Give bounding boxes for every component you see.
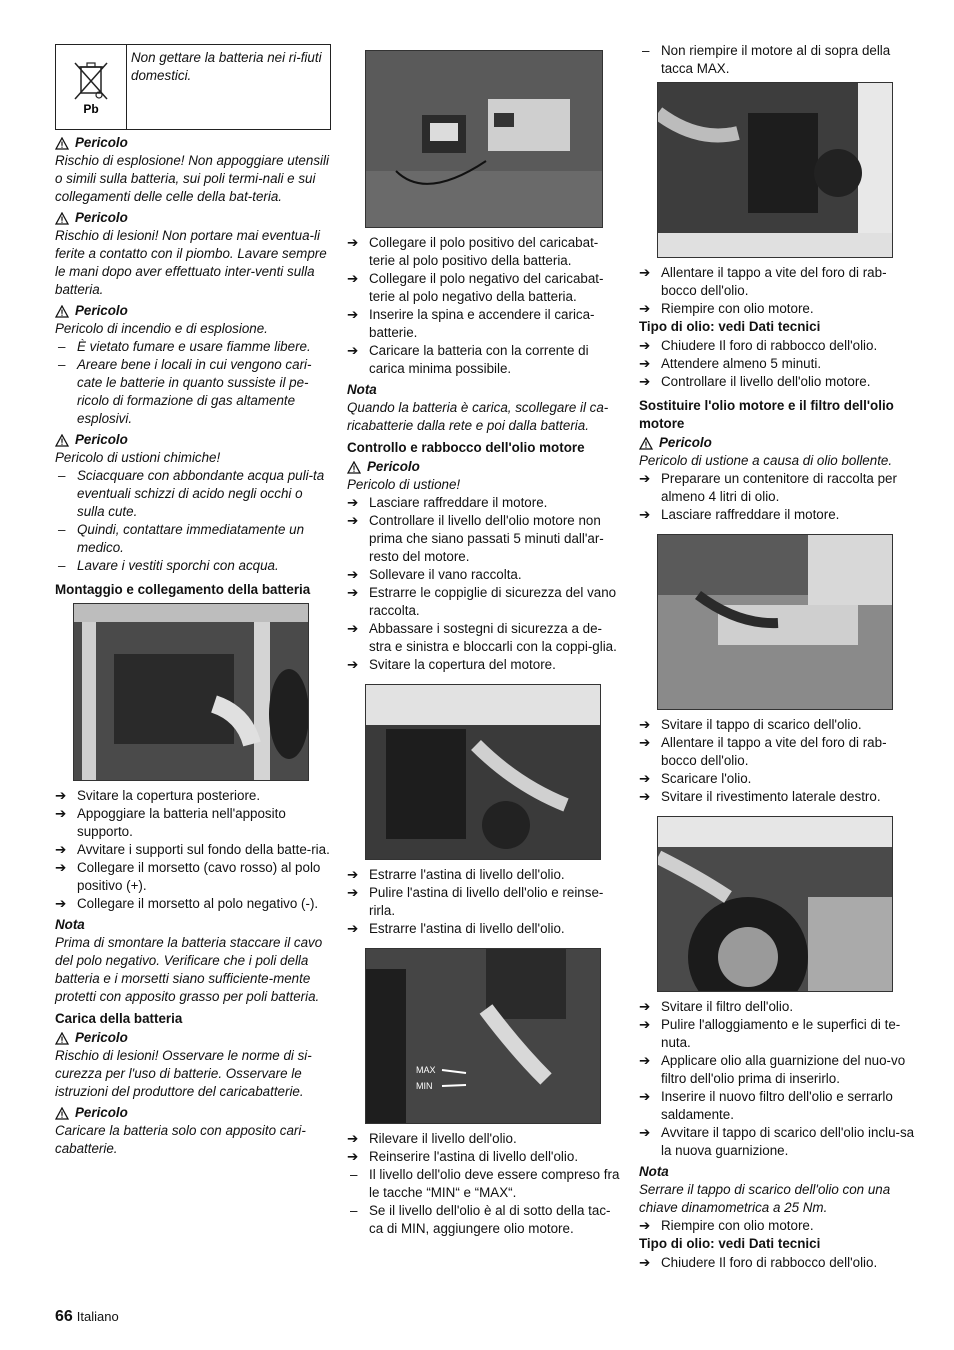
step-item: ➔ Svitare la copertura posteriore.	[55, 788, 261, 803]
warning-heading: Pericolo	[55, 431, 331, 449]
step-item: ➔ Scaricare l'olio.	[639, 771, 752, 786]
step-item: ➔ Appoggiare la batteria nell'apposito supporto.	[55, 806, 286, 839]
photo-oil-dipstick	[365, 948, 601, 1124]
warning-text: Rischio di esplosione! Non appoggiare utensili o simili sulla batteria, sui poli termi-nali e sui collegamenti delle celle della bat-teria.	[55, 153, 329, 204]
arrow-icon: ➔	[639, 771, 651, 786]
section-heading: Controllo e rabbocco dell'olio motore	[347, 440, 585, 455]
note-text: Prima di smontare la batteria staccare il cavo del polo negativo. Verificare che i poli della batteria e i morsetti siano sufficiente-mente protetti con apposito grasso per poli batteria.	[55, 935, 323, 1004]
step-item: ➔ Allentare il tappo a vite del foro di rab-bocco dell'olio.	[639, 265, 887, 298]
step-item: ➔ Caricare la batteria con la corrente di carica minima possibile.	[347, 343, 589, 376]
step-item: ➔ Avvitare i supporti sul fondo della batte-ria.	[55, 842, 330, 857]
arrow-icon: ➔	[639, 735, 651, 750]
note-heading: Nota	[55, 917, 85, 932]
warning-text: Rischio di lesioni! Non portare mai eventua-li ferite a contatto con il piombo. Lavare sempre le mani dopo aver effettuato inter-venti sulla batteria.	[55, 228, 327, 297]
note-text: Quando la batteria è carica, scollegare il ca-ricabatterie dalla rete e poi dalla batteria.	[347, 400, 609, 433]
arrow-icon: ➔	[347, 867, 359, 882]
step-item: ➔ Lasciare raffreddare il motore.	[347, 495, 548, 510]
arrow-icon: ➔	[55, 806, 67, 821]
arrow-icon: ➔	[639, 1255, 651, 1270]
arrow-icon: ➔	[347, 235, 359, 250]
arrow-icon: ➔	[55, 896, 67, 911]
list-item: – Areare bene i locali in cui vengono cari-cate le batterie in quanto sussiste il pe-ricolo di formazione di gas altamente esplosivi.	[58, 357, 312, 426]
photo-oil-filler	[657, 82, 893, 258]
step-item: ➔ Svitare il rivestimento laterale destro.	[639, 789, 881, 804]
step-item: ➔ Estrarre l'astina di livello dell'olio.	[347, 921, 565, 936]
warning-triangle-icon	[55, 212, 69, 225]
step-item: ➔ Applicare olio alla guarnizione del nuo-vo filtro dell'olio prima di inserirlo.	[639, 1053, 906, 1086]
step-item: ➔ Svitare la copertura del motore.	[347, 657, 556, 672]
step-item: ➔ Estrarre le coppiglie di sicurezza del vano raccolta.	[347, 585, 617, 618]
step-item: ➔ Avvitare il tappo di scarico dell'olio inclu-sa la nuova guarnizione.	[639, 1125, 915, 1158]
warning-text: Pericolo di ustione a causa di olio bollente.	[639, 453, 893, 468]
arrow-icon: ➔	[639, 999, 651, 1014]
warning-text: Caricare la batteria solo con apposito cari-cabatterie.	[55, 1123, 306, 1156]
step-item: ➔ Allentare il tappo a vite del foro di rab-bocco dell'olio.	[639, 735, 887, 768]
oil-type-heading: Tipo di olio: vedi Dati tecnici	[639, 319, 821, 334]
arrow-icon: ➔	[639, 1218, 651, 1233]
list-item: – È vietato fumare e usare fiamme libere.	[58, 339, 311, 354]
column-1	[55, 42, 331, 1158]
column-2	[347, 42, 623, 1238]
warning-triangle-icon	[347, 461, 361, 474]
arrow-icon: ➔	[639, 374, 651, 389]
disposal-box	[55, 44, 331, 130]
arrow-icon: ➔	[347, 567, 359, 582]
arrow-icon: ➔	[639, 1053, 651, 1068]
step-item: ➔ Controllare il livello dell'olio motore non prima che siano passati 5 minuti dall'ar-resto del motore.	[347, 513, 604, 564]
arrow-icon: ➔	[347, 513, 359, 528]
arrow-icon: ➔	[639, 356, 651, 371]
step-item: ➔ Abbassare i sostegni di sicurezza a de-stra e sinistra e bloccarli con la coppi-glia.	[347, 621, 617, 654]
step-item: ➔ Pulire l'alloggiamento e le superfici di te-nuta.	[639, 1017, 901, 1050]
warning-triangle-icon	[55, 137, 69, 150]
page-number: 66	[55, 1308, 73, 1325]
warning-triangle-icon	[639, 437, 653, 450]
photo-engine-cover	[365, 684, 601, 860]
warning-heading: Pericolo	[55, 209, 331, 227]
arrow-icon: ➔	[55, 788, 67, 803]
arrow-icon: ➔	[639, 789, 651, 804]
language-label: Italiano	[76, 1309, 119, 1324]
list-item: – Il livello dell'olio deve essere compreso fra le tacche “MIN“ e “MAX“.	[350, 1167, 620, 1200]
arrow-icon: ➔	[639, 338, 651, 353]
page-footer	[55, 1308, 119, 1326]
step-item: ➔ Collegare il morsetto (cavo rosso) al polo positivo (+).	[55, 860, 321, 893]
step-item: ➔ Attendere almeno 5 minuti.	[639, 356, 822, 371]
list-item: – Se il livello dell'olio è al di sotto della tac-ca di MIN, aggiungere olio motore.	[350, 1203, 611, 1236]
step-item: ➔ Sollevare il vano raccolta.	[347, 567, 522, 582]
step-item: ➔ Controllare il livello dell'olio motore.	[639, 374, 871, 389]
warning-text: Pericolo di ustioni chimiche!	[55, 450, 221, 465]
arrow-icon: ➔	[639, 471, 651, 486]
arrow-icon: ➔	[639, 1017, 651, 1032]
warning-heading: Pericolo	[55, 134, 331, 152]
disposal-text: Non gettare la batteria nei ri-fiuti domestici.	[131, 50, 322, 83]
step-item: ➔ Svitare il tappo di scarico dell'olio.	[639, 717, 862, 732]
step-item: ➔ Reinserire l'astina di livello dell'olio.	[347, 1149, 579, 1164]
column-3	[639, 42, 917, 1272]
step-item: ➔ Riempire con olio motore.	[639, 1218, 814, 1233]
step-item: ➔ Preparare un contenitore di raccolta per almeno 4 litri di olio.	[639, 471, 897, 504]
step-item: ➔ Inserire il nuovo filtro dell'olio e serrarlo saldamente.	[639, 1089, 893, 1122]
step-item: ➔ Collegare il polo positivo del caricabat-terie al polo positivo della batteria.	[347, 235, 599, 268]
arrow-icon: ➔	[347, 1149, 359, 1164]
step-item: ➔ Chiudere Il foro di rabbocco dell'olio.	[639, 338, 878, 353]
arrow-icon: ➔	[639, 1089, 651, 1104]
step-item: ➔ Pulire l'astina di livello dell'olio e reinse-rirla.	[347, 885, 604, 918]
arrow-icon: ➔	[639, 717, 651, 732]
arrow-icon: ➔	[347, 585, 359, 600]
step-item: ➔ Svitare il filtro dell'olio.	[639, 999, 794, 1014]
arrow-icon: ➔	[55, 860, 67, 875]
arrow-icon: ➔	[639, 507, 651, 522]
photo-oil-filter	[657, 816, 893, 992]
warning-triangle-icon	[55, 434, 69, 447]
arrow-icon: ➔	[347, 657, 359, 672]
arrow-icon: ➔	[347, 495, 359, 510]
warning-heading: Pericolo	[347, 458, 623, 476]
list-item: – Quindi, contattare immediatamente un medico.	[58, 522, 305, 555]
arrow-icon: ➔	[347, 307, 359, 322]
arrow-icon: ➔	[639, 301, 651, 316]
photo-oil-drain	[657, 534, 893, 710]
disposal-icon-label: Pb	[83, 102, 99, 116]
step-item: ➔ Lasciare raffreddare il motore.	[639, 507, 840, 522]
section-heading: Carica della batteria	[55, 1011, 183, 1026]
arrow-icon: ➔	[347, 885, 359, 900]
list-item: – Lavare i vestiti sporchi con acqua.	[58, 558, 279, 573]
step-item: ➔ Riempire con olio motore.	[639, 301, 814, 316]
arrow-icon: ➔	[639, 265, 651, 280]
section-heading: Sostituire l'olio motore e il filtro dell'olio motore	[639, 398, 894, 431]
step-item: ➔ Collegare il polo negativo del caricabat-terie al polo negativo della batteria.	[347, 271, 604, 304]
list-item: – Non riempire il motore al di sopra della tacca MAX.	[642, 43, 891, 76]
max-mark-label: MAX	[416, 1065, 436, 1075]
arrow-icon: ➔	[347, 921, 359, 936]
warning-text: Pericolo di ustione!	[347, 477, 461, 492]
oil-type-heading: Tipo di olio: vedi Dati tecnici	[639, 1236, 821, 1251]
bin-crossed-icon	[56, 45, 127, 129]
warning-heading: Pericolo	[55, 302, 331, 320]
photo-battery-charger	[365, 50, 603, 228]
warning-text: Pericolo di incendio e di esplosione.	[55, 321, 268, 336]
note-text: Serrare il tappo di scarico dell'olio con una chiave dinamometrica a 25 Nm.	[639, 1182, 891, 1215]
step-item: ➔ Estrarre l'astina di livello dell'olio.	[347, 867, 565, 882]
list-item: – Sciacquare con abbondante acqua puli-ta eventuali schizzi di acido negli occhi o sulla cute.	[58, 468, 325, 519]
note-heading: Nota	[639, 1164, 669, 1179]
section-heading: Montaggio e collegamento della batteria	[55, 582, 311, 597]
photo-battery-mount	[73, 603, 309, 781]
arrow-icon: ➔	[55, 842, 67, 857]
warning-heading: Pericolo	[639, 434, 917, 452]
step-item: ➔ Chiudere Il foro di rabbocco dell'olio.	[639, 1255, 878, 1270]
warning-heading: Pericolo	[55, 1029, 331, 1047]
arrow-icon: ➔	[347, 621, 359, 636]
step-item: ➔ Inserire la spina e accendere il carica-batterie.	[347, 307, 595, 340]
min-mark-label: MIN	[416, 1081, 433, 1091]
warning-text: Rischio di lesioni! Osservare le norme di si-curezza per l'uso di batterie. Osservare le istruzioni del produttore del caricabatterie.	[55, 1048, 312, 1099]
warning-heading: Pericolo	[55, 1104, 331, 1122]
arrow-icon: ➔	[347, 343, 359, 358]
warning-triangle-icon	[55, 305, 69, 318]
step-item: ➔ Rilevare il livello dell'olio.	[347, 1131, 517, 1146]
step-item: ➔ Collegare il morsetto al polo negativo (-).	[55, 896, 319, 911]
arrow-icon: ➔	[639, 1125, 651, 1140]
warning-triangle-icon	[55, 1107, 69, 1120]
note-heading: Nota	[347, 382, 377, 397]
arrow-icon: ➔	[347, 271, 359, 286]
arrow-icon: ➔	[347, 1131, 359, 1146]
warning-triangle-icon	[55, 1032, 69, 1045]
